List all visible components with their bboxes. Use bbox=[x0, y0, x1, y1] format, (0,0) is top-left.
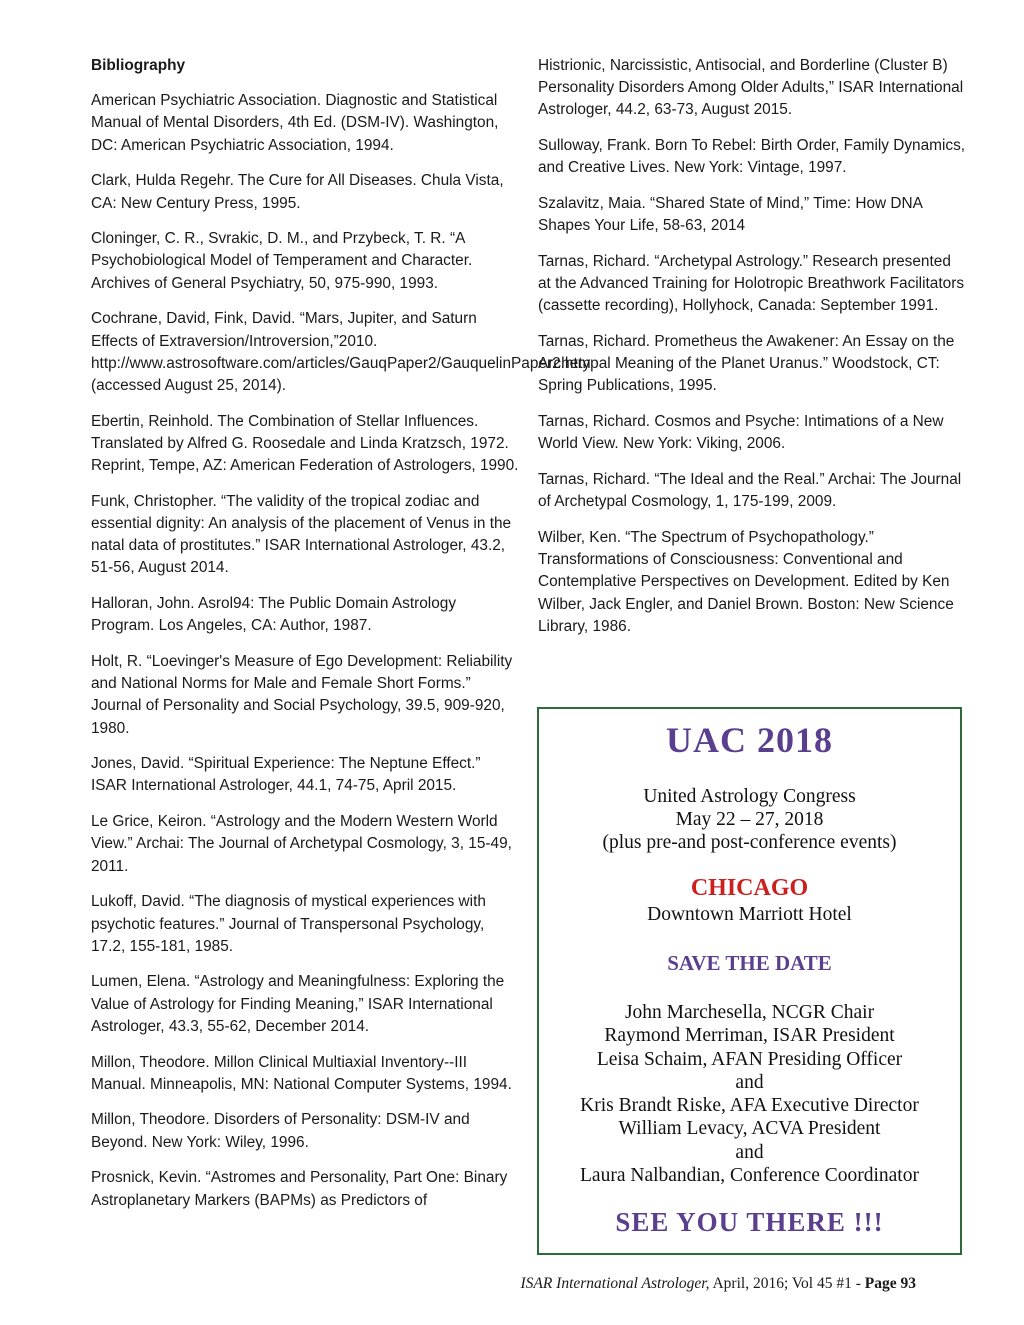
bibliography-entry: Ebertin, Reinhold. The Combination of Stellar Influences. Translated by Alfred G. Roosedale and Linda Kratzsch, 1972. Reprint, Tempe, AZ: American Federation of Astrologers, 1990. bbox=[91, 412, 519, 475]
bibliography-right-column bbox=[538, 55, 966, 651]
bibliography-entry: Millon, Theodore. Disorders of Personality: DSM-IV and Beyond. New York: Wiley, 1996. bbox=[91, 1111, 470, 1151]
bibliography-entry: Lumen, Elena. “Astrology and Meaningfulness: Exploring the Value of Astrology for Finding Meaning,” ISAR International Astrologer, 43.3, 55-62, December 2014. bbox=[91, 973, 505, 1035]
uac-2018-advertisement bbox=[537, 707, 962, 1255]
bibliography-entry: Tarnas, Richard. Cosmos and Psyche: Intimations of a New World View. New York: Viking, 2006. bbox=[538, 413, 944, 453]
bibliography-entry: Holt, R. “Loevinger's Measure of Ego Development: Reliability and National Norms for Male and Female Short Forms.” Journal of Personality and Social Psychology, 39.5, 909-920, 1980. bbox=[91, 652, 513, 737]
footer-page-number: Page 93 bbox=[864, 1275, 916, 1292]
bibliography-entry: Tarnas, Richard. “The Ideal and the Real.” Archai: The Journal of Archetypal Cosmology, 1, 175-199, 2009. bbox=[538, 471, 962, 511]
bibliography-entry: American Psychiatric Association. Diagnostic and Statistical Manual of Mental Disorders, 4th Ed. (DSM-IV). Washington, DC: American Psychiatric Association, 1994. bbox=[91, 92, 499, 154]
bibliography-entry: Cloninger, C. R., Svrakic, D. M., and Przybeck, T. R. “A Psychobiological Model of Temperament and Character. Archives of General Psychiatry, 50, 975-990, 1993. bbox=[91, 230, 473, 292]
ad-event-details bbox=[539, 785, 960, 854]
ad-organizer-line: Kris Brandt Riske, AFA Executive Director bbox=[580, 1095, 919, 1117]
ad-organizer-line: William Levacy, ACVA President bbox=[618, 1118, 881, 1140]
ad-organizers bbox=[539, 1001, 960, 1187]
bibliography-heading: Bibliography bbox=[91, 57, 186, 74]
footer-publication: ISAR International Astrologer, bbox=[520, 1275, 710, 1292]
bibliography-entry: Funk, Christopher. “The validity of the tropical zodiac and essential dignity: An analysis of the placement of Venus in the natal data of prostitutes.” ISAR International Astrologer, 43.2, 51-56, August 2014. bbox=[91, 492, 512, 577]
ad-organizer-line: Laura Nalbandian, Conference Coordinator bbox=[580, 1165, 919, 1187]
bibliography-entry: Prosnick, Kevin. “Astromes and Personality, Part One: Binary Astroplanetary Markers (BAPMs) as Predictors of bbox=[91, 1169, 508, 1209]
bibliography-entry: Sulloway, Frank. Born To Rebel: Birth Order, Family Dynamics, and Creative Lives. New York: Vintage, 1997. bbox=[538, 137, 966, 177]
bibliography-entry: Millon, Theodore. Millon Clinical Multiaxial Inventory--III Manual. Minneapolis, MN: National Computer Systems, 1994. bbox=[91, 1053, 512, 1093]
bibliography-entry: Le Grice, Keiron. “Astrology and the Modern Western World View.” Archai: The Journal of Archetypal Cosmology, 3, 15-49, 2011. bbox=[91, 813, 512, 875]
bibliography-entry: Tarnas, Richard. “Archetypal Astrology.” Research presented at the Advanced Training for Holotropic Breathwork Facilitators (cassette recording), Hollyhock, Canada: September 1991. bbox=[538, 252, 965, 315]
bibliography-entry: Wilber, Ken. “The Spectrum of Psychopathology.” Transformations of Consciousness: Conventional and Contemplative Perspectives on Development. Edited by Ken Wilber, Jack Engler, and Daniel Brown. Boston: New Science Library, 1986. bbox=[538, 528, 954, 635]
ad-hotel: Downtown Marriott Hotel bbox=[647, 904, 852, 925]
ad-organizer-line: Raymond Merriman, ISAR President bbox=[604, 1025, 895, 1047]
ad-save-the-date: SAVE THE DATE bbox=[667, 951, 832, 975]
bibliography-entry: Szalavitz, Maia. “Shared State of Mind,” Time: How DNA Shapes Your Life, 58-63, 2014 bbox=[538, 195, 923, 235]
ad-dates: May 22 – 27, 2018 bbox=[675, 809, 824, 830]
ad-organizer-line: Leisa Schaim, AFAN Presiding Officer bbox=[596, 1048, 903, 1070]
ad-city: CHICAGO bbox=[690, 875, 809, 901]
footer-issue: April, 2016; Vol 45 #1 - bbox=[709, 1275, 865, 1292]
ad-organizer-line: John Marchesella, NCGR Chair bbox=[624, 1002, 875, 1023]
bibliography-entry: Histrionic, Narcissistic, Antisocial, and Borderline (Cluster B) Personality Disorders Among Older Adults,” ISAR International Astrologer, 44.2, 63-73, August 2015. bbox=[538, 57, 964, 119]
ad-title: UAC 2018 bbox=[666, 720, 833, 760]
bibliography-entry: Jones, David. “Spiritual Experience: The Neptune Effect.” ISAR International Astrologer, 44.1, 74-75, April 2015. bbox=[91, 755, 481, 795]
bibliography-entry: Cochrane, David, Fink, David. “Mars, Jupiter, and Saturn Effects of Extraversion/Introversion,”2010. http://www.astrosoftware.com/articles/GauqPaper2/GauquelinPaper2.htm (accessed August 25, 2014). bbox=[91, 310, 591, 394]
bibliography-entry: Halloran, John. Asrol94: The Public Domain Astrology Program. Los Angeles, CA: Author, 1987. bbox=[91, 595, 457, 635]
bibliography-entry: Tarnas, Richard. Prometheus the Awakener: An Essay on the Archetypal Meaning of the Planet Uranus.” Woodstock, CT: Spring Publications, 1995. bbox=[538, 333, 955, 395]
bibliography-entry: Clark, Hulda Regehr. The Cure for All Diseases. Chula Vista, CA: New Century Press, 1995. bbox=[91, 172, 504, 212]
bibliography-left-column bbox=[91, 55, 591, 1225]
bibliography-entry: Lukoff, David. “The diagnosis of mystical experiences with psychotic features.” Journal of Transpersonal Psychology, 17.2, 155-181, 1985. bbox=[91, 893, 486, 955]
page-footer bbox=[520, 1275, 916, 1293]
ad-see-you-there: SEE YOU THERE !!! bbox=[615, 1207, 884, 1237]
ad-organizer-line: and bbox=[735, 1141, 764, 1163]
ad-congress-name: United Astrology Congress bbox=[643, 786, 856, 807]
ad-extra-events: (plus pre-and post-conference events) bbox=[602, 832, 897, 853]
ad-organizer-line: and bbox=[735, 1071, 764, 1093]
